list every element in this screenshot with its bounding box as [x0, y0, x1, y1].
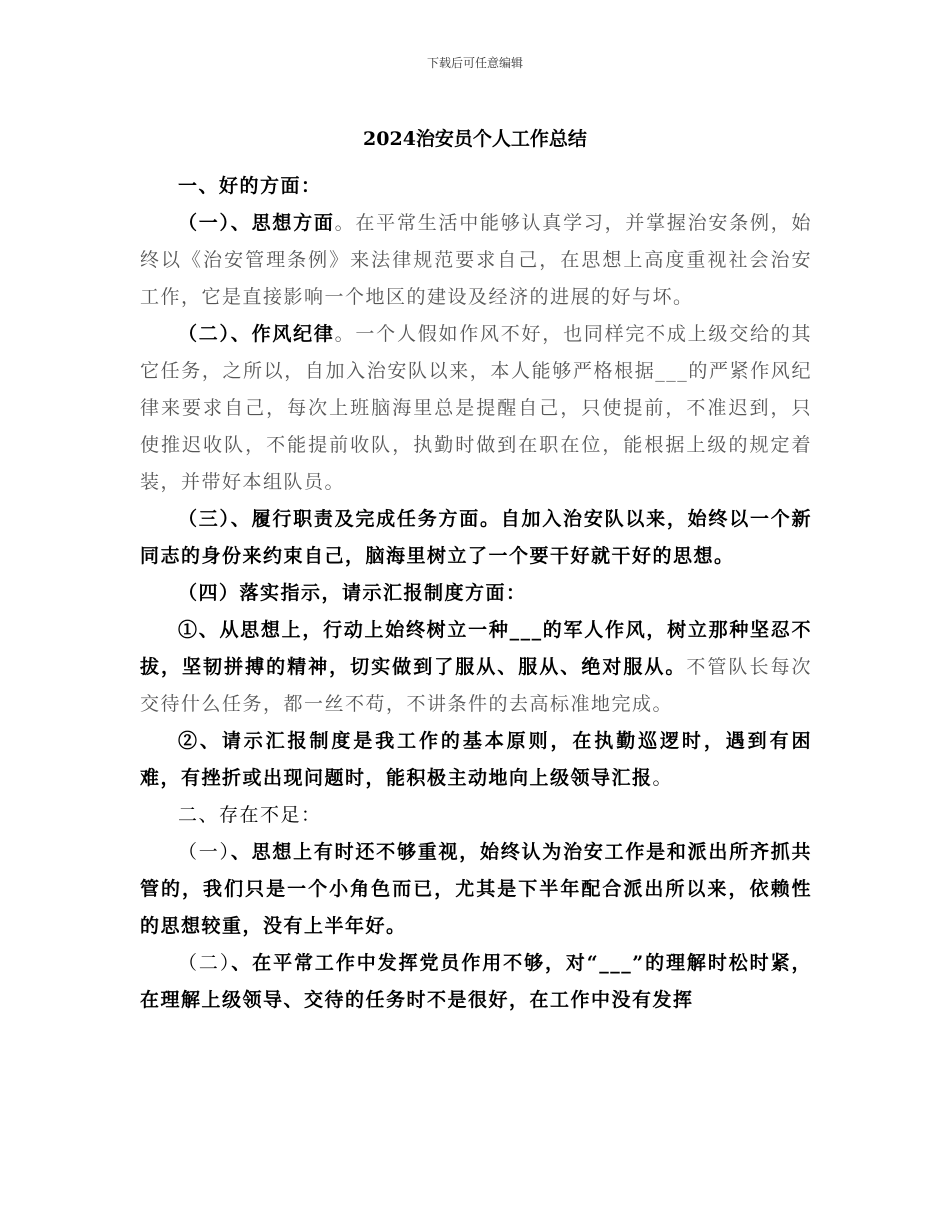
paragraph-instructions: （四）落实指示，请示汇报制度方面：	[178, 582, 527, 604]
header-note: 下载后可任意编辑	[426, 56, 523, 70]
paragraph-text: 。一个人假如作风不好，也同样完不成上级交给的其它任务，之所以，自加入治安队以来，本人能够严格根据___的严紧作风纪律来要求自己，每次上班脑海里总是提醒自己，只使提前，不准迟到，只使推迟收队，不能提前收队，执勤时做到在职在位，能根据上级的规定着装，并带好本组队员。	[140, 323, 812, 493]
paragraph-shortcoming-1	[140, 834, 812, 945]
paragraph-text: 。	[652, 767, 674, 789]
document-body	[140, 168, 812, 1019]
paragraph-shortcoming-2	[140, 945, 812, 1019]
paragraph-lead: （二）、作风纪律	[178, 323, 335, 345]
paragraph-text: 。在平常生活中能够认真学习，并掌握治安条例，始终以《治安管理条例》来法律规范要求自己，在思想上高度重视社会治安工作，它是直接影响一个地区的建设及经济的进展的好与坏。	[140, 212, 812, 308]
section-heading-shortcomings: 二、存在不足：	[178, 804, 322, 826]
paragraph-lead: （一）、思想方面	[178, 212, 335, 234]
paragraph-bold-text: ②、请示汇报制度是我工作的基本原则，在执勤巡逻时，遇到有困难，有挫折或出现问题时，能积极主动地向上级领导汇报	[140, 730, 812, 789]
paragraph-text: 、在平常工作中发挥党员作用不够，对“___”的理解时松时紧，在理解上级领导、交待的任务时不是很好，在工作中没有发挥	[140, 952, 812, 1011]
paragraph-text: 不管队长每次交待什么任务，都一丝不苟，不讲条件的去高标准地完成。	[140, 656, 812, 715]
paragraph-item-2	[140, 723, 812, 797]
paragraph-item-1	[140, 612, 812, 723]
section-heading-good: 一、好的方面：	[178, 175, 322, 197]
paragraph-lead: （一）	[178, 841, 231, 863]
paragraph-text: 、思想上有时还不够重视，始终认为治安工作是和派出所齐抓共管的，我们只是一个小角色而已，尤其是下半年配合派出所以来，依赖性的思想较重，没有上半年好。	[140, 841, 812, 937]
paragraph-duties: （三）、履行职责及完成任务方面。自加入治安队以来，始终以一个新同志的身份来约束自己，脑海里树立了一个要干好就干好的思想。	[140, 508, 812, 567]
paragraph-bold-text: ①、从思想上，行动上始终树立一种___的军人作风，树立那种坚忍不拔，坚韧拼搏的精神，切实做到了服从、服从、绝对服从。	[140, 619, 812, 678]
paragraph-thought	[140, 205, 812, 316]
page-title: 2024治安员个人工作总结	[363, 128, 587, 150]
paragraph-discipline	[140, 316, 812, 501]
paragraph-lead: （二）	[178, 952, 232, 974]
